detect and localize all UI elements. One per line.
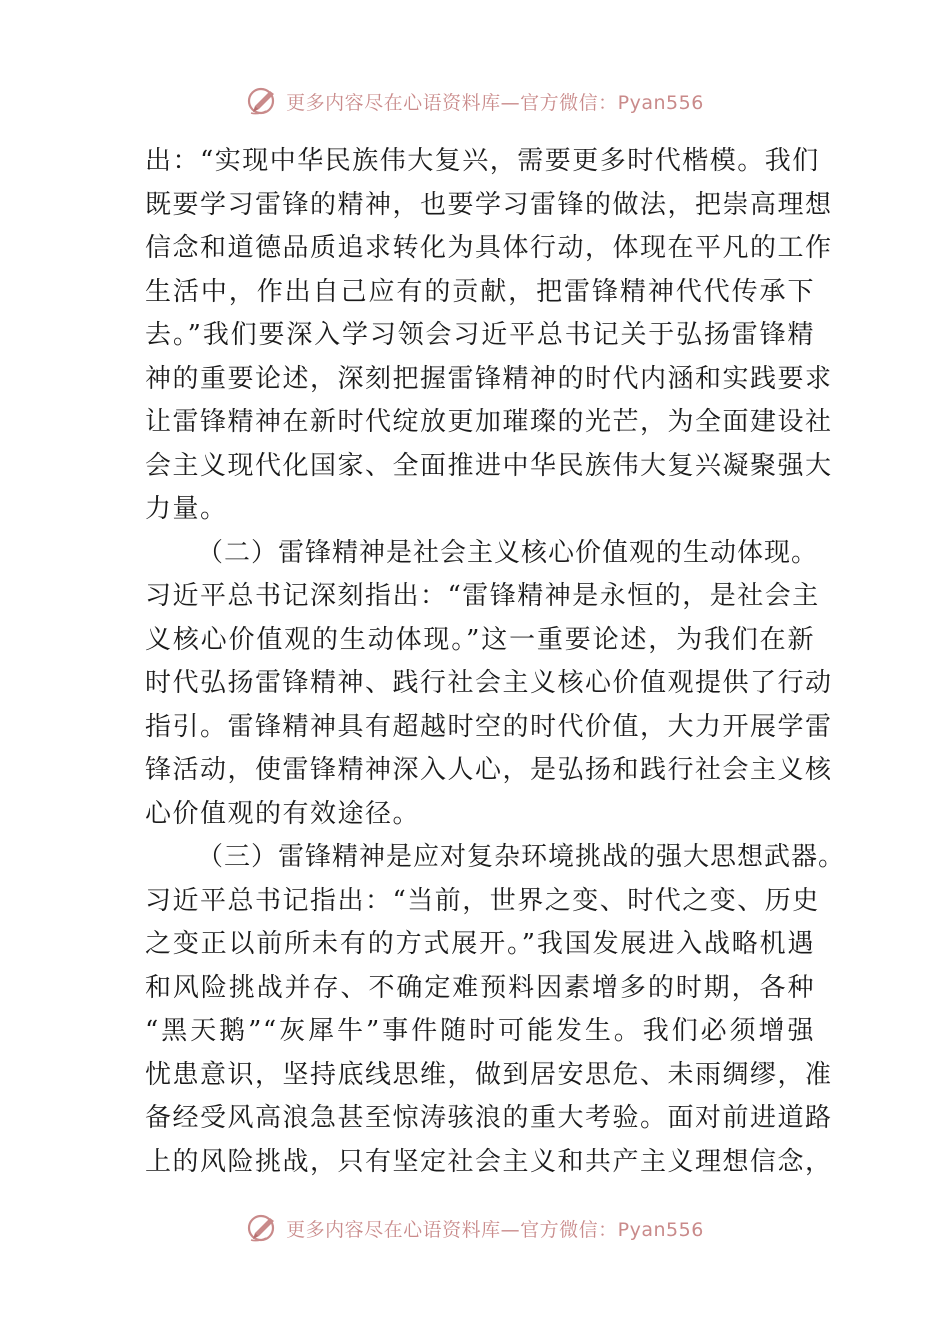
- text-line: 上的风险挑战，只有坚定社会主义和共产主义理想信念，: [145, 1146, 833, 1177]
- text-line: 备经受风高浪急甚至惊涛骇浪的重大考验。面对前进道路: [145, 1103, 833, 1133]
- text-line: 和风险挑战并存、不确定难预料因素增多的时期，各种: [145, 972, 815, 1003]
- text-line: 既要学习雷锋的精神，也要学习雷锋的做法，把崇高理想: [145, 189, 833, 220]
- text-line: 义核心价值观的生动体现。”这一重要论述，为我们在新: [145, 624, 815, 655]
- document-body: [145, 140, 846, 1184]
- text-line: 出：“实现中华民族伟大复兴，需要更多时代楷模。我们: [145, 146, 820, 176]
- pen-logo-icon: [246, 1211, 280, 1245]
- text-line: “黑天鹅”“灰犀牛”事件随时可能发生。我们必须增强: [145, 1016, 815, 1046]
- text-line: 力量。: [145, 494, 228, 524]
- text-line: 信念和道德品质追求转化为具体行动，体现在平凡的工作: [145, 233, 833, 263]
- text-line: 之变正以前所未有的方式展开。”我国发展进入战略机遇: [145, 929, 815, 959]
- section-heading: （二）雷锋精神是社会主义核心价值观的生动体现。: [197, 537, 819, 568]
- pen-logo-icon: [246, 84, 280, 118]
- text-line: 习近平总书记深刻指出：“雷锋精神是永恒的，是社会主: [145, 581, 820, 611]
- header-watermark-text: 更多内容尽在心语资料库—官方微信：Pyan556: [286, 91, 704, 114]
- footer-watermark-text: 更多内容尽在心语资料库—官方微信：Pyan556: [286, 1218, 704, 1241]
- text-line: 神的重要论述，深刻把握雷锋精神的时代内涵和实践要求: [145, 363, 833, 394]
- text-line: 生活中，作出自己应有的贡献，把雷锋精神代代传承下: [145, 276, 815, 307]
- text-line: 指引。雷锋精神具有超越时空的时代价值，大力开展学雷: [145, 711, 833, 742]
- section-heading: （三）雷锋精神是应对复杂环境挑战的强大思想武器。: [197, 842, 846, 872]
- text-line: 会主义现代化国家、全面推进中华民族伟大复兴凝聚强大: [145, 450, 833, 481]
- text-line: 锋活动，使雷锋精神深入人心，是弘扬和践行社会主义核: [145, 755, 833, 785]
- footer-watermark: [0, 1211, 950, 1245]
- text-line: 忧患意识，坚持底线思维，做到居安思危、未雨绸缪，准: [145, 1059, 833, 1090]
- text-line: 时代弘扬雷锋精神、践行社会主义核心价值观提供了行动: [145, 668, 833, 698]
- text-line: 习近平总书记指出：“当前，世界之变、时代之变、历史: [145, 885, 820, 916]
- text-line: 心价值观的有效途径。: [145, 798, 421, 829]
- text-line: 去。”我们要深入学习领会习近平总书记关于弘扬雷锋精: [145, 320, 815, 350]
- text-line: 让雷锋精神在新时代绽放更加璀璨的光芒，为全面建设社: [145, 407, 833, 437]
- header-watermark: [0, 84, 950, 118]
